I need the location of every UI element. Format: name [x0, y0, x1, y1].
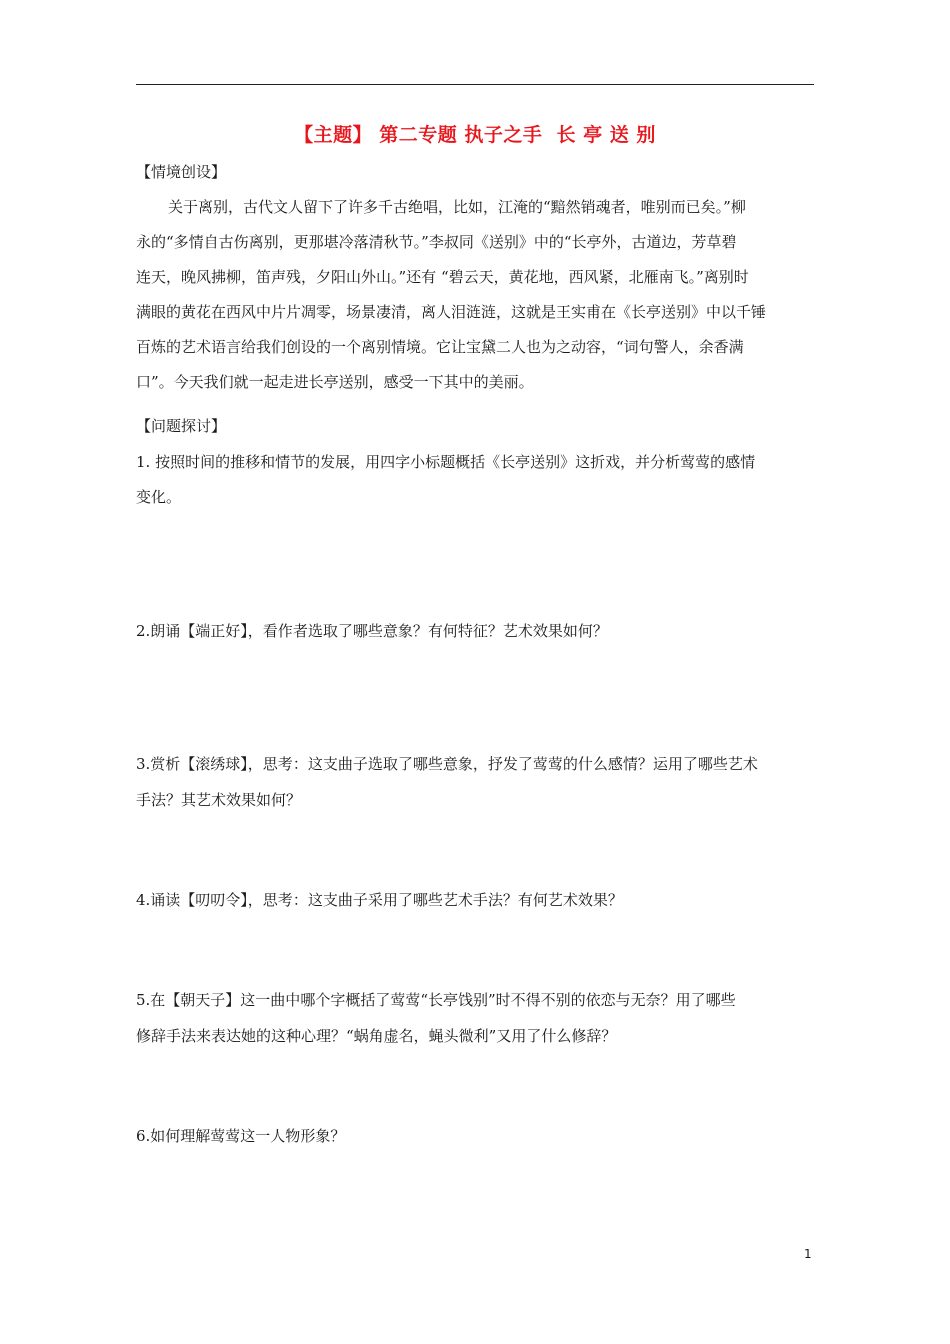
paragraph-line: 口”。今天我们就一起走进长亭送别，感受一下其中的美丽。: [136, 373, 534, 391]
question-3-line-1: 3.赏析【滚绣球】，思考：这支曲子选取了哪些意象，抒发了莺莺的什么感情？运用了哪些艺术: [136, 755, 758, 773]
question-3-line-2: 手法？其艺术效果如何？: [136, 791, 302, 809]
question-5-line-2: 修辞手法来表达她的这种心理？“蜗角虚名，蝇头微利”又用了什么修辞？: [136, 1027, 617, 1045]
question-5-line-1: 5.在【朝天子】这一曲中哪个字概括了莺莺“长亭饯别”时不得不别的依恋与无奈？用了哪些: [136, 991, 736, 1009]
paragraph-line: 满眼的黄花在西风中片片凋零，场景凄清，离人泪涟涟，这就是王实甫在《长亭送别》中以千锤: [136, 303, 767, 321]
paragraph-line: 连天，晚风拂柳，笛声残，夕阳山外山。”还有 “碧云天，黄花地，西风紧，北雁南飞。”离别时: [136, 268, 749, 286]
paragraph-line: 永的“多情自古伤离别，更那堪冷落清秋节。”李叔同《送别》中的“长亭外，古道边，芳草碧: [136, 233, 737, 251]
question-1-line-2: 变化。: [136, 488, 182, 506]
header-rule: [136, 84, 814, 85]
paragraph-line: 关于离别，古代文人留下了许多千古绝唱，比如，江淹的“黯然销魂者，唯别而已矣。”柳: [168, 198, 746, 216]
question-6: 6.如何理解莺莺这一人物形象？: [136, 1127, 346, 1145]
section-heading-scenario: 【情境创设】: [136, 163, 227, 181]
question-2: 2.朗诵【端正好】，看作者选取了哪些意象？有何特征？艺术效果如何？: [136, 622, 608, 640]
section-heading-questions: 【问题探讨】: [136, 417, 227, 435]
question-4: 4.诵读【叨叨令】，思考：这支曲子采用了哪些艺术手法？有何艺术效果？: [136, 891, 623, 909]
question-1-line-1: 1. 按照时间的推移和情节的发展，用四字小标题概括《长亭送别》这折戏，并分析莺莺的感情: [136, 453, 756, 471]
document-title: 【主题】 第二专题 执子之手 长 亭 送 别: [294, 124, 656, 146]
page-number: 1: [804, 1247, 812, 1261]
paragraph-line: 百炼的艺术语言给我们创设的一个离别情境。它让宝黛二人也为之动容，“词句警人，余香满: [136, 338, 744, 356]
